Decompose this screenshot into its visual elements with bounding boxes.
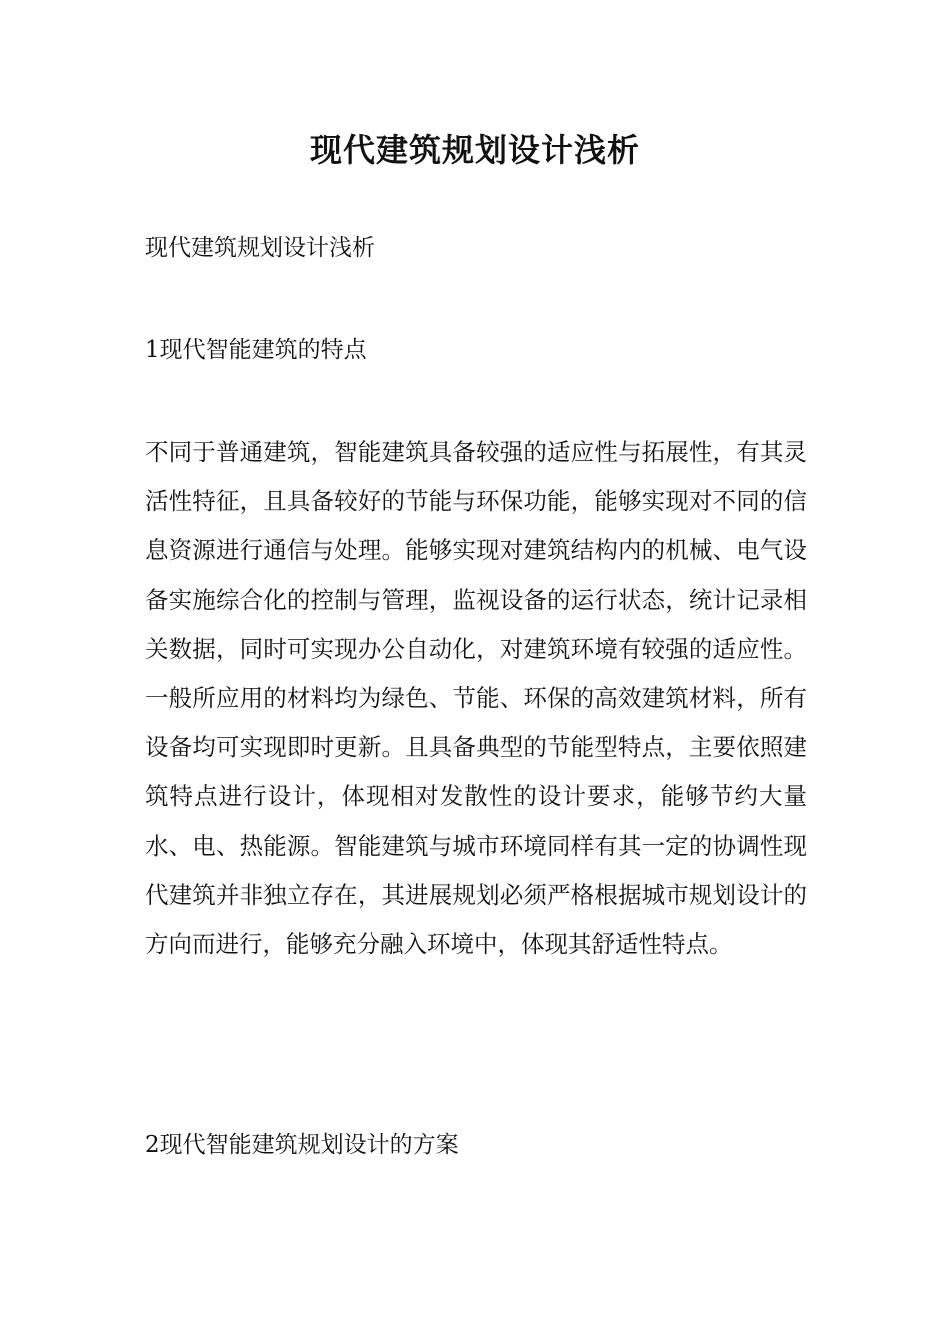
document-subtitle: 现代建筑规划设计浅析	[145, 235, 375, 261]
section-1-paragraph: 不同于普通建筑，智能建筑具备较强的适应性与拓展性，有其灵活性特征，且具备较好的节能与环保功能，能够实现对不同的信息资源进行通信与处理。能够实现对建筑结构内的机械、电气设备实施综合化的控制与管理，监视设备的运行状态，统计记录相关数据，同时可实现办公自动化，对建筑环境有较强的适应性。一般所应用的材料均为绿色、节能、环保的高效建筑材料，所有设备均可实现即时更新。且具备典型的节能型特点，主要依照建筑特点进行设计，体现相对发散性的设计要求，能够节约大量水、电、热能源。智能建筑与城市环境同样有其一定的协调性现代建筑并非独立存在，其进展规划必须严格根据城市规划设计的方向而进行，能够充分融入环境中，体现其舒适性特点。	[145, 438, 807, 959]
document-title: 现代建筑规划设计浅析	[309, 131, 640, 169]
section-1-heading: 1现代智能建筑的特点	[145, 337, 367, 363]
section-2-heading: 2现代智能建筑规划设计的方案	[145, 1132, 459, 1158]
